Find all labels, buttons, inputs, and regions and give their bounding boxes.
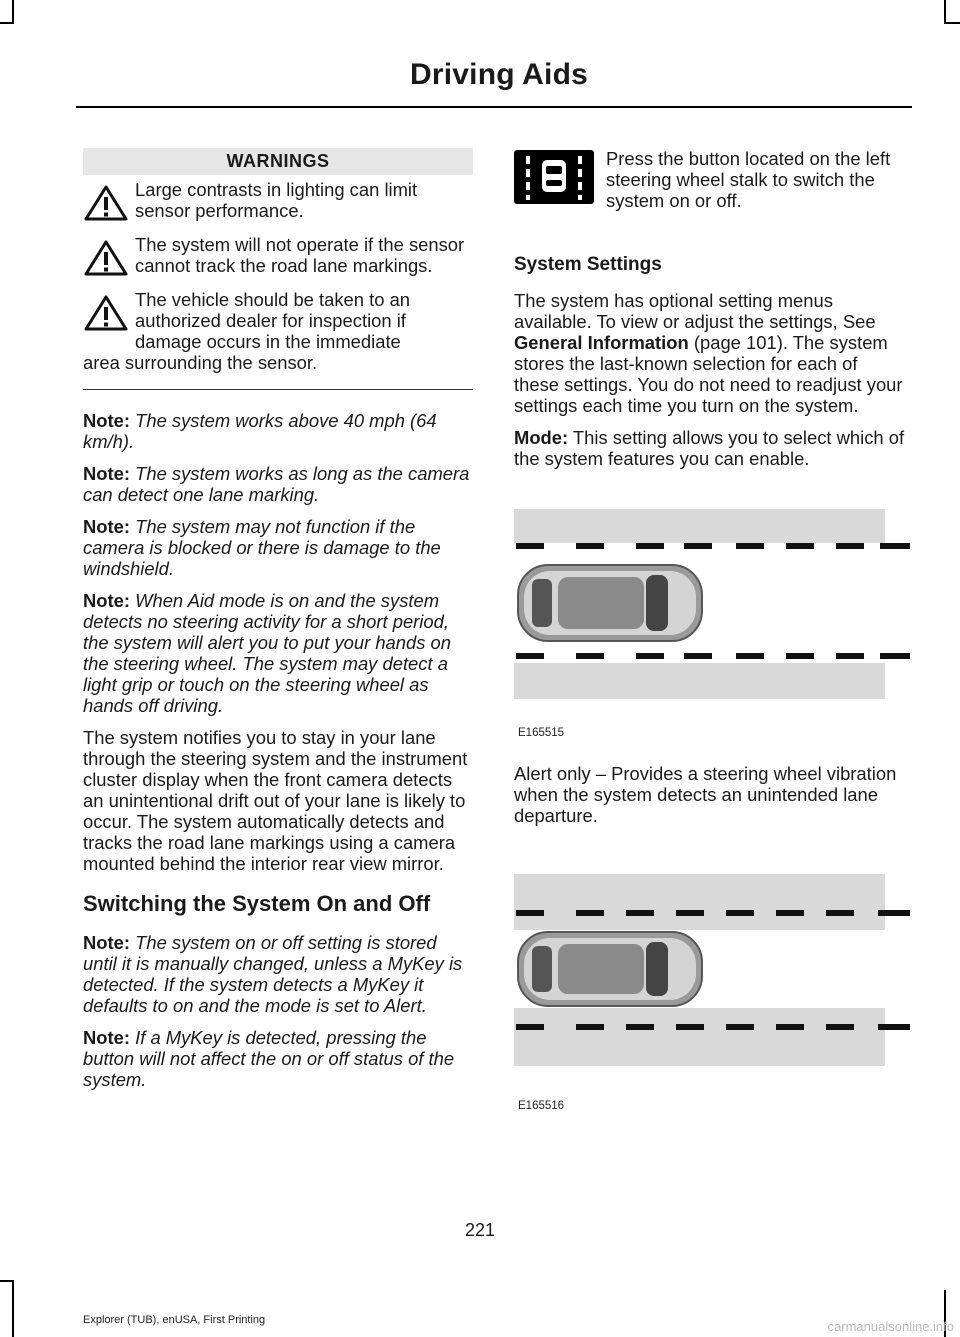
lane-diagram	[514, 874, 914, 1074]
car-icon	[518, 565, 702, 641]
crop-mark	[944, 22, 960, 24]
warning-text-line: authorized dealer for inspection if	[135, 310, 406, 331]
warnings-heading: WARNINGS	[83, 148, 473, 175]
crop-mark	[0, 22, 14, 24]
watermark: carmanualsonline.info	[827, 1319, 954, 1334]
note: Note: When Aid mode is on and the system detects no steering activity for a short period, the system will alert you to put your hands on the steering wheel. The system may detect a light grip or touch on the steering wheel as hands off driving.	[83, 590, 452, 716]
page-number: 221	[464, 1220, 496, 1240]
note: Note: The system works as long as the camera can detect one lane marking.	[83, 463, 470, 505]
warning-triangle-icon	[83, 239, 129, 277]
warning-text: The system will not operate if the sensor cannot track the road lane markings.	[135, 234, 465, 276]
button-instruction	[514, 148, 907, 240]
warning-text-line: area surrounding the sensor.	[83, 352, 318, 373]
crop-mark	[0, 1280, 14, 1282]
body-paragraph: The system has optional setting menus available. To view or adjust the settings, See General Information (page 101). The system stores the last-known selection for each of these settings. You do not need to readjust your settings each time you turn on the system.	[514, 290, 903, 416]
lane-diagram	[514, 509, 914, 709]
warning-text-line: damage occurs in the immediate	[135, 331, 401, 352]
warning-item	[83, 289, 473, 373]
warning-text-line: The vehicle should be taken to an	[135, 289, 411, 310]
lane-diagram-figure	[514, 874, 914, 1112]
body-paragraph: Mode: This setting allows you to select which of the system features you can enable.	[514, 427, 905, 469]
header-divider	[76, 106, 912, 108]
figure-id: E165516	[518, 1100, 565, 1112]
warnings-divider	[83, 389, 473, 390]
note: Note: If a MyKey is detected, pressing the button will not affect the on or off status of the system.	[83, 1027, 455, 1090]
note: Note: The system works above 40 mph (64 km/h).	[83, 410, 437, 452]
car-icon	[518, 932, 702, 1006]
figure-id: E165515	[518, 727, 565, 739]
crop-mark	[12, 1280, 14, 1337]
button-instruction-text: Press the button located on the left steering wheel stalk to switch the system on or off.	[606, 148, 891, 211]
section-title: System Settings	[514, 254, 662, 275]
warning-item	[83, 179, 473, 221]
note: Note: The system may not function if the camera is blocked or there is damage to the windshield.	[83, 516, 441, 579]
right-column	[514, 148, 907, 1112]
warning-text: Large contrasts in lighting can limit sensor performance.	[135, 179, 418, 221]
crop-mark	[944, 0, 946, 22]
section-title: Switching the System On and Off	[83, 891, 431, 916]
crop-mark	[12, 0, 14, 22]
warning-item	[83, 234, 473, 276]
body-paragraph: Alert only – Provides a steering wheel vibration when the system detects an unintended lane departure.	[514, 763, 897, 826]
lane-keeping-button-icon	[514, 150, 594, 204]
note: Note: The system on or off setting is stored until it is manually changed, unless a MyKey is detected. If the system detects a MyKey it defaults to on and the mode is set to Alert.	[83, 932, 463, 1016]
body-paragraph: The system notifies you to stay in your lane through the steering system and the instrument cluster display when the front camera detects an unintentional drift out of your lane is likely to occur. The system automatically detects and tracks the road lane markings using a camera mounted behind the interior rear view mirror.	[83, 727, 468, 874]
cross-reference-link[interactable]: General Information	[514, 332, 689, 353]
left-column	[83, 148, 473, 1101]
warning-triangle-icon	[83, 184, 129, 222]
edition-footer: Explorer (TUB), enUSA, First Printing	[83, 1314, 266, 1326]
page-title: Driving Aids	[410, 58, 588, 91]
warning-triangle-icon	[83, 294, 129, 332]
lane-diagram-figure	[514, 509, 914, 739]
